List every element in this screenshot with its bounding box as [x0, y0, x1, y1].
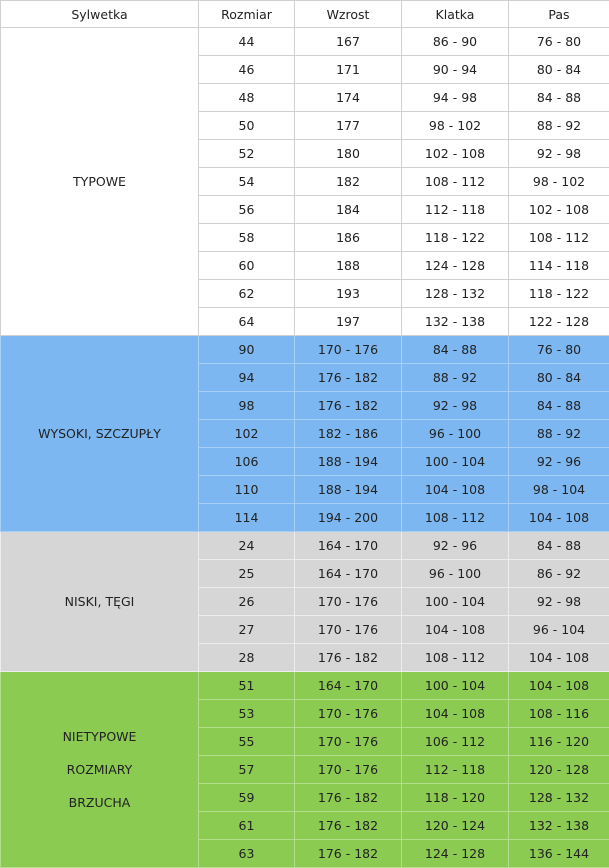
group-label-niski: [1, 532, 199, 672]
cell-chest: 98 - 102: [402, 112, 509, 140]
cell-chest: 124 - 128: [402, 252, 509, 280]
header-rozmiar: Rozmiar: [199, 1, 295, 28]
cell-waist: 102 - 108: [509, 196, 609, 224]
cell-chest: 106 - 112: [402, 728, 509, 756]
cell-waist: 92 - 98: [509, 588, 609, 616]
group-label-line: ROZMIARY: [1, 753, 198, 786]
cell-waist: 104 - 108: [509, 644, 609, 672]
cell-size: 24: [199, 532, 295, 560]
cell-size: 106: [199, 448, 295, 476]
cell-waist: 98 - 104: [509, 476, 609, 504]
cell-waist: 88 - 92: [509, 112, 609, 140]
cell-chest: 84 - 88: [402, 336, 509, 364]
cell-waist: 84 - 88: [509, 532, 609, 560]
group-label-line: WYSOKI, SZCZUPŁY: [1, 417, 198, 450]
cell-size: 53: [199, 700, 295, 728]
cell-chest: 112 - 118: [402, 756, 509, 784]
cell-size: 94: [199, 364, 295, 392]
cell-chest: 104 - 108: [402, 700, 509, 728]
cell-height: 188: [295, 252, 402, 280]
cell-waist: 104 - 108: [509, 504, 609, 532]
cell-chest: 108 - 112: [402, 644, 509, 672]
cell-chest: 96 - 100: [402, 420, 509, 448]
cell-chest: 92 - 96: [402, 532, 509, 560]
cell-height: 170 - 176: [295, 616, 402, 644]
cell-height: 188 - 194: [295, 448, 402, 476]
cell-height: 182 - 186: [295, 420, 402, 448]
cell-waist: 98 - 102: [509, 168, 609, 196]
cell-size: 59: [199, 784, 295, 812]
cell-chest: 118 - 122: [402, 224, 509, 252]
cell-size: 25: [199, 560, 295, 588]
cell-chest: 118 - 120: [402, 784, 509, 812]
cell-size: 55: [199, 728, 295, 756]
cell-height: 176 - 182: [295, 392, 402, 420]
cell-chest: 108 - 112: [402, 504, 509, 532]
cell-waist: 136 - 144: [509, 840, 609, 868]
group-label-line: BRZUCHA: [1, 786, 198, 819]
group-label-typowe: [1, 28, 199, 336]
cell-waist: 88 - 92: [509, 420, 609, 448]
cell-size: 114: [199, 504, 295, 532]
table-row: [1, 28, 609, 56]
cell-waist: 80 - 84: [509, 56, 609, 84]
cell-waist: 108 - 116: [509, 700, 609, 728]
cell-size: 102: [199, 420, 295, 448]
cell-height: 171: [295, 56, 402, 84]
cell-chest: 100 - 104: [402, 448, 509, 476]
header-row: [1, 1, 609, 28]
group-label-line: NISKI, TĘGI: [1, 585, 198, 618]
cell-chest: 86 - 90: [402, 28, 509, 56]
cell-waist: 92 - 96: [509, 448, 609, 476]
cell-height: 184: [295, 196, 402, 224]
cell-height: 180: [295, 140, 402, 168]
cell-waist: 116 - 120: [509, 728, 609, 756]
cell-height: 177: [295, 112, 402, 140]
cell-size: 63: [199, 840, 295, 868]
cell-height: 164 - 170: [295, 672, 402, 700]
cell-chest: 128 - 132: [402, 280, 509, 308]
cell-chest: 112 - 118: [402, 196, 509, 224]
cell-chest: 104 - 108: [402, 476, 509, 504]
cell-size: 57: [199, 756, 295, 784]
cell-height: 188 - 194: [295, 476, 402, 504]
cell-height: 194 - 200: [295, 504, 402, 532]
cell-chest: 88 - 92: [402, 364, 509, 392]
cell-size: 27: [199, 616, 295, 644]
cell-height: 176 - 182: [295, 644, 402, 672]
cell-size: 44: [199, 28, 295, 56]
cell-size: 58: [199, 224, 295, 252]
table-row: [1, 532, 609, 560]
cell-chest: 104 - 108: [402, 616, 509, 644]
cell-size: 110: [199, 476, 295, 504]
header-pas: Pas: [509, 1, 609, 28]
table-row: [1, 336, 609, 364]
cell-size: 26: [199, 588, 295, 616]
cell-chest: 102 - 108: [402, 140, 509, 168]
cell-height: 167: [295, 28, 402, 56]
cell-size: 52: [199, 140, 295, 168]
cell-height: 182: [295, 168, 402, 196]
cell-size: 90: [199, 336, 295, 364]
table-row: [1, 672, 609, 700]
cell-waist: 120 - 128: [509, 756, 609, 784]
cell-waist: 84 - 88: [509, 84, 609, 112]
cell-waist: 104 - 108: [509, 672, 609, 700]
cell-size: 60: [199, 252, 295, 280]
cell-waist: 92 - 98: [509, 140, 609, 168]
cell-waist: 122 - 128: [509, 308, 609, 336]
cell-size: 46: [199, 56, 295, 84]
cell-waist: 118 - 122: [509, 280, 609, 308]
cell-waist: 128 - 132: [509, 784, 609, 812]
group-label-line: TYPOWE: [1, 165, 198, 198]
cell-chest: 132 - 138: [402, 308, 509, 336]
table-header: [1, 1, 609, 28]
cell-waist: 86 - 92: [509, 560, 609, 588]
cell-waist: 114 - 118: [509, 252, 609, 280]
cell-size: 50: [199, 112, 295, 140]
group-label-nietypowe: [1, 672, 199, 868]
header-klatka: Klatka: [402, 1, 509, 28]
cell-height: 164 - 170: [295, 532, 402, 560]
group-label-wysoki: [1, 336, 199, 532]
cell-height: 176 - 182: [295, 812, 402, 840]
cell-size: 51: [199, 672, 295, 700]
cell-height: 170 - 176: [295, 728, 402, 756]
cell-height: 193: [295, 280, 402, 308]
table-body: [1, 28, 609, 868]
cell-waist: 80 - 84: [509, 364, 609, 392]
group-label-line: NIETYPOWE: [1, 720, 198, 753]
cell-waist: 76 - 80: [509, 336, 609, 364]
cell-size: 61: [199, 812, 295, 840]
cell-height: 174: [295, 84, 402, 112]
cell-height: 197: [295, 308, 402, 336]
cell-height: 170 - 176: [295, 700, 402, 728]
cell-waist: 96 - 104: [509, 616, 609, 644]
cell-height: 164 - 170: [295, 560, 402, 588]
cell-chest: 108 - 112: [402, 168, 509, 196]
cell-waist: 108 - 112: [509, 224, 609, 252]
cell-chest: 124 - 128: [402, 840, 509, 868]
cell-waist: 76 - 80: [509, 28, 609, 56]
cell-height: 186: [295, 224, 402, 252]
cell-height: 176 - 182: [295, 784, 402, 812]
cell-height: 170 - 176: [295, 756, 402, 784]
cell-height: 176 - 182: [295, 840, 402, 868]
header-wzrost: Wzrost: [295, 1, 402, 28]
cell-size: 54: [199, 168, 295, 196]
cell-waist: 84 - 88: [509, 392, 609, 420]
cell-chest: 120 - 124: [402, 812, 509, 840]
cell-size: 62: [199, 280, 295, 308]
header-sylwetka: Sylwetka: [1, 1, 199, 28]
cell-height: 170 - 176: [295, 588, 402, 616]
cell-chest: 96 - 100: [402, 560, 509, 588]
cell-height: 176 - 182: [295, 364, 402, 392]
cell-chest: 94 - 98: [402, 84, 509, 112]
cell-size: 56: [199, 196, 295, 224]
cell-chest: 100 - 104: [402, 588, 509, 616]
cell-chest: 100 - 104: [402, 672, 509, 700]
cell-size: 64: [199, 308, 295, 336]
cell-size: 48: [199, 84, 295, 112]
cell-height: 170 - 176: [295, 336, 402, 364]
cell-waist: 132 - 138: [509, 812, 609, 840]
cell-size: 98: [199, 392, 295, 420]
cell-size: 28: [199, 644, 295, 672]
cell-chest: 90 - 94: [402, 56, 509, 84]
cell-chest: 92 - 98: [402, 392, 509, 420]
